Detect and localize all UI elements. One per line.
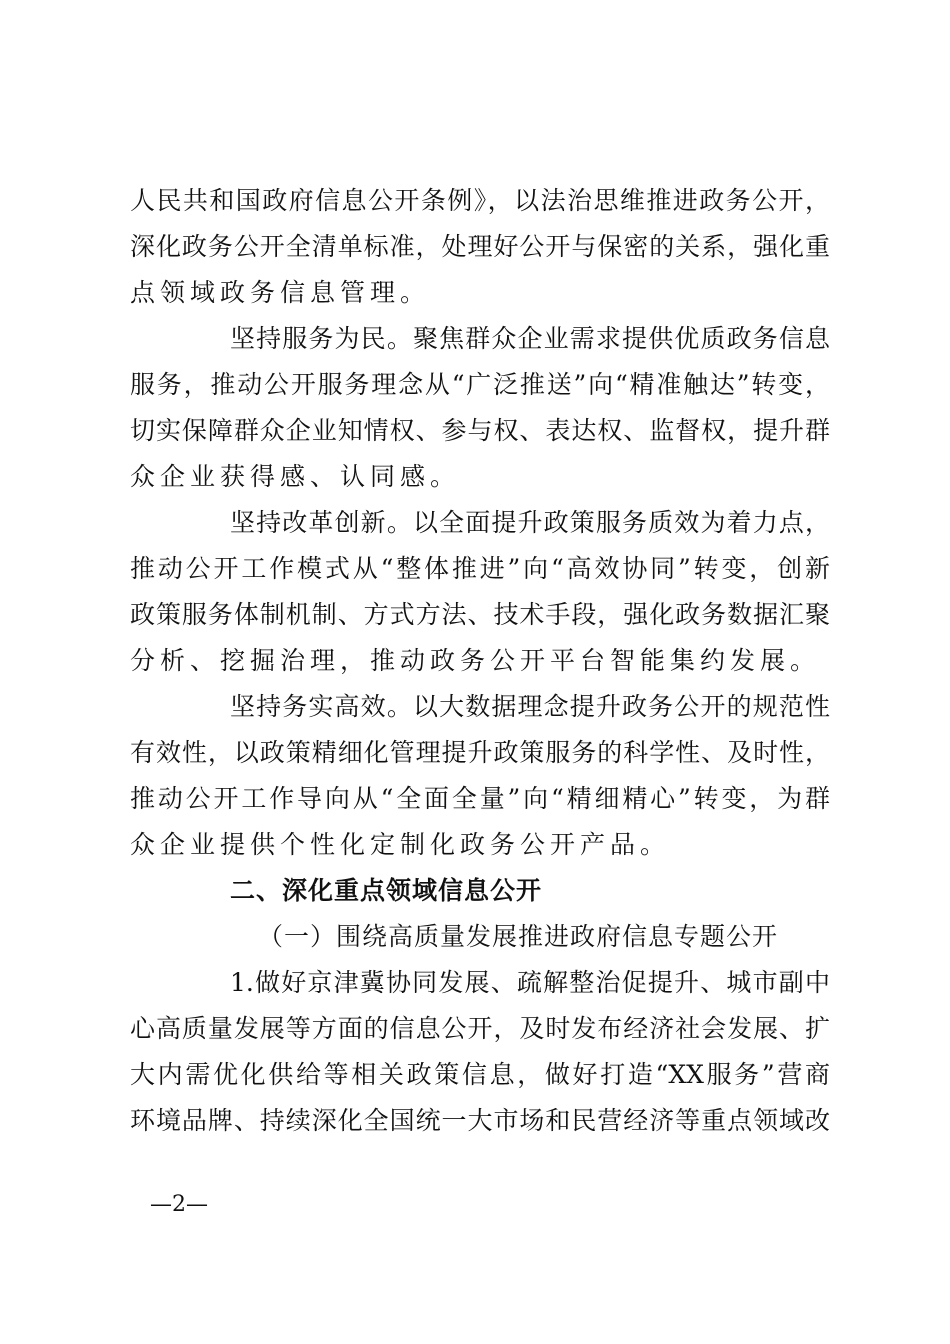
body-line: 心高质量发展等方面的信息公开，及时发布经济社会发展、扩 bbox=[130, 1014, 830, 1043]
paragraph-first-line: 坚持改革创新。以全面提升政策服务质效为着力点， bbox=[230, 508, 830, 537]
section-heading: 二、深化重点领域信息公开 bbox=[230, 876, 543, 905]
body-line: 大内需优化供给等相关政策信息，做好打造“XX服务”营商 bbox=[130, 1060, 830, 1089]
page-number: —2— bbox=[150, 1192, 208, 1217]
body-line: 推动公开工作模式从“整体推进”向“高效协同”转变，创新 bbox=[130, 554, 830, 583]
body-line: 政策服务体制机制、方式方法、技术手段，强化政务数据汇聚 bbox=[130, 600, 830, 629]
paragraph-first-line: 坚持服务为民。聚焦群众企业需求提供优质政务信息 bbox=[230, 324, 830, 353]
paragraph-first-line: 1.做好京津冀协同发展、疏解整治促提升、城市副中 bbox=[230, 968, 830, 997]
paragraph-first-line: 坚持务实高效。以大数据理念提升政务公开的规范性 bbox=[230, 692, 830, 721]
body-line: 有效性，以政策精细化管理提升政策服务的科学性、及时性， bbox=[130, 738, 830, 767]
body-line: 分析、挖掘治理，推动政务公开平台智能集约发展。 bbox=[130, 646, 821, 675]
subsection-heading: （一）围绕高质量发展推进政府信息专题公开 bbox=[258, 922, 779, 951]
body-line: 众企业获得感、认同感。 bbox=[130, 462, 461, 491]
body-line: 点领域政务信息管理。 bbox=[130, 278, 431, 307]
body-line: 众企业提供个性化定制化政务公开产品。 bbox=[130, 830, 671, 859]
body-line: 切实保障群众企业知情权、参与权、表达权、监督权，提升群 bbox=[130, 416, 830, 445]
body-line: 服务，推动公开服务理念从“广泛推送”向“精准触达”转变， bbox=[130, 370, 830, 399]
body-line: 推动公开工作导向从“全面全量”向“精细精心”转变，为群 bbox=[130, 784, 830, 813]
body-line: 深化政务公开全清单标准，处理好公开与保密的关系，强化重 bbox=[130, 232, 830, 261]
body-line: 人民共和国政府信息公开条例》，以法治思维推进政务公开， bbox=[130, 186, 830, 215]
body-line: 环境品牌、持续深化全国统一大市场和民营经济等重点领域改 bbox=[130, 1106, 830, 1135]
